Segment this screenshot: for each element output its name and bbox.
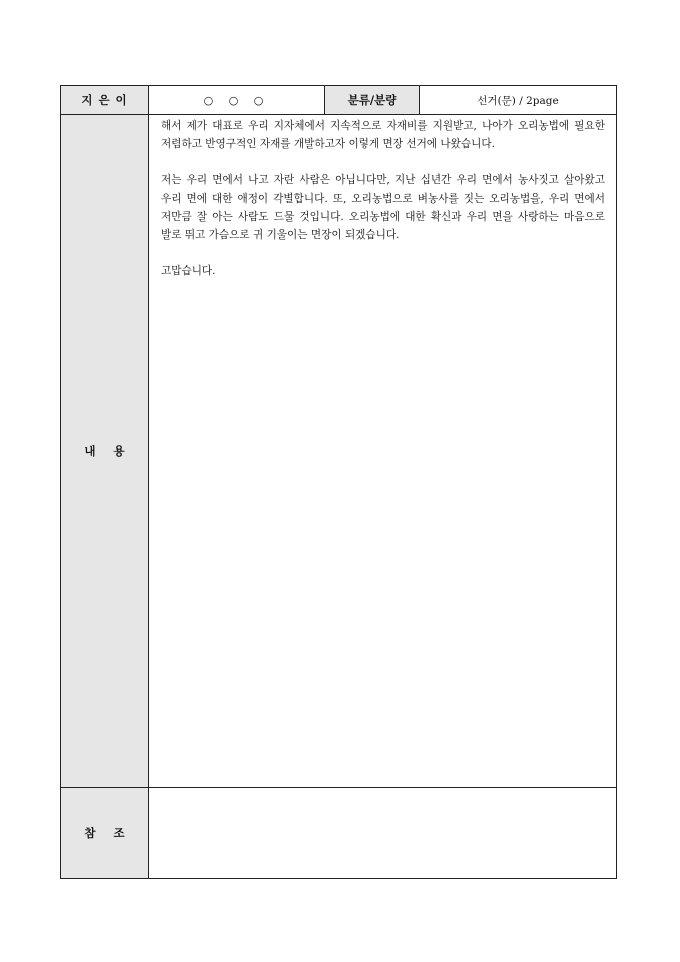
content-paragraph-2: 저는 우리 면에서 나고 자란 사람은 아닙니다만, 지난 십년간 우리 면에서 농사짓고 살아왔고 우리 면에 대한 애정이 각별합니다. 또, 오리농법으로 벼농사를 짓는 오리농법을, 우리 면에서 저만큼 잘 아는 사람도 드물 것입니다. 오리농법에 대한 확신과 우리 면을 사랑하는 마음으로 발로 뛰고 가슴으로 귀 기울이는 면장이 되겠습니다. xyxy=(161,174,605,242)
header-row xyxy=(61,86,616,115)
content-body xyxy=(149,115,616,787)
document-form xyxy=(60,85,617,879)
author-value: ○ ○ ○ xyxy=(149,86,325,114)
content-label xyxy=(61,115,149,787)
content-row xyxy=(61,115,616,788)
content-label-text: 내 용 xyxy=(84,444,125,458)
content-paragraph-3: 고맙습니다. xyxy=(161,265,216,278)
reference-body xyxy=(149,788,616,878)
category-label: 분류/분량 xyxy=(325,86,420,114)
category-value: 선거(문) / 2page xyxy=(477,94,559,107)
content-paragraph-1: 해서 제가 대표로 우리 지자체에서 지속적으로 자재비를 지원받고, 나아가 오리농법에 필요한 저렴하고 반영구적인 자재를 개발하고자 이렇게 면장 선거에 나왔습니다. xyxy=(161,120,605,151)
author-label: 지 은 이 xyxy=(61,86,149,114)
reference-row xyxy=(61,788,616,878)
reference-label-text: 참 조 xyxy=(84,826,125,840)
reference-label xyxy=(61,788,149,878)
